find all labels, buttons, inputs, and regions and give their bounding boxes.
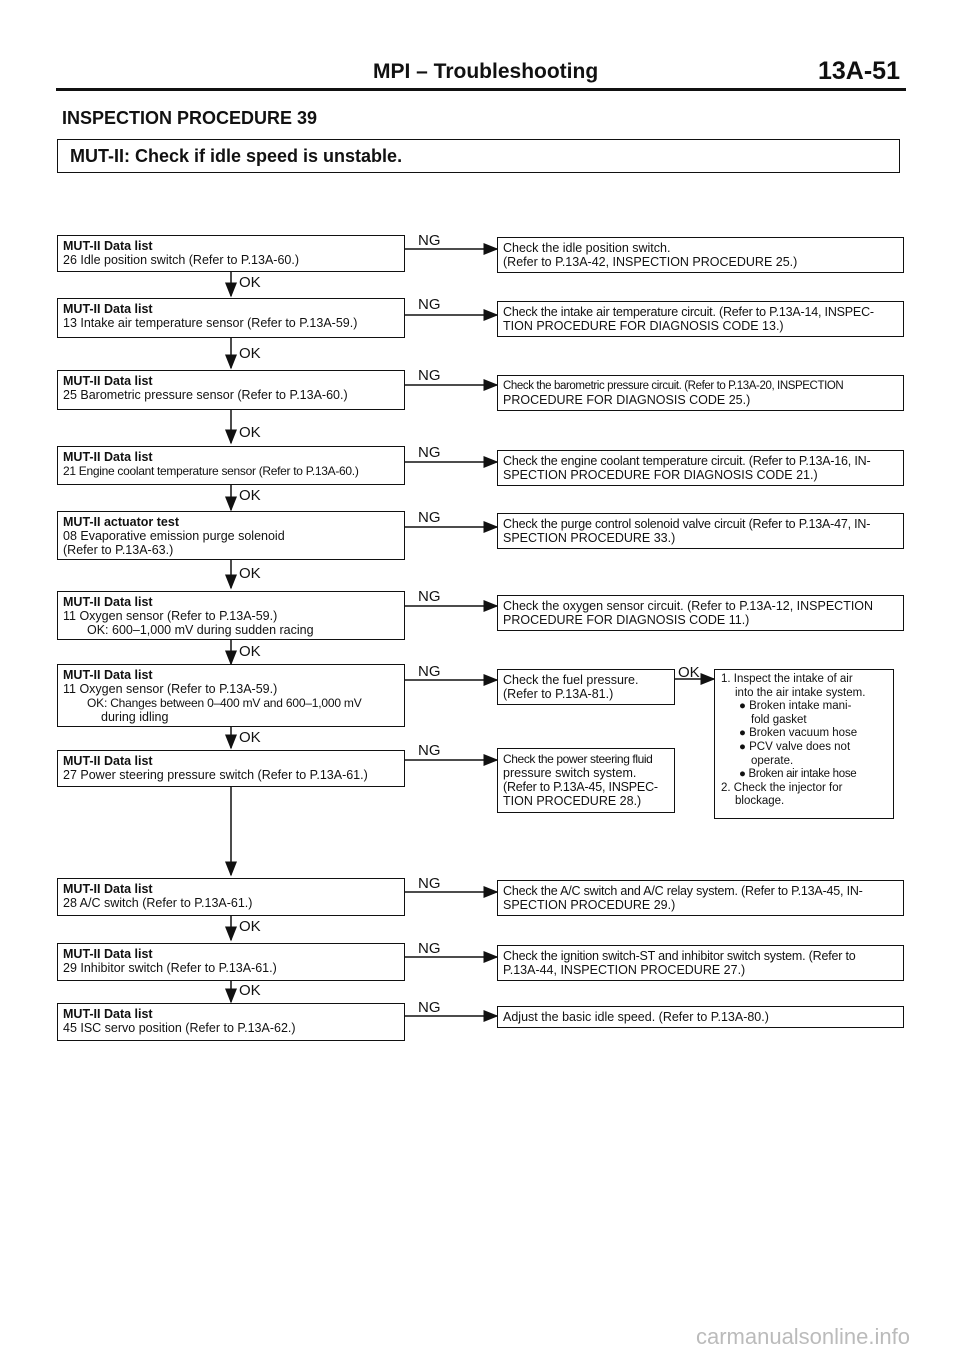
check-step-10: [57, 943, 405, 981]
action-line: 2. Check the injector for: [721, 781, 843, 794]
fuel-ok-action: [714, 669, 894, 819]
ok-label: OK: [239, 424, 261, 441]
step-line: 11 Oxygen sensor (Refer to P.13A-59.): [63, 609, 278, 623]
ng-action-4: [497, 450, 904, 486]
step-line: 13 Intake air temperature sensor (Refer to P.13A-59.): [63, 316, 358, 330]
step-line: 29 Inhibitor switch (Refer to P.13A-61.): [63, 961, 277, 975]
ok-label: OK: [239, 565, 261, 582]
step-line: 25 Barometric pressure sensor (Refer to P.13A-60.): [63, 388, 348, 402]
step-ok-criteria: OK: 600–1,000 mV during sudden racing: [87, 623, 314, 637]
action-line: SPECTION PROCEDURE FOR DIAGNOSIS CODE 21.): [503, 468, 818, 482]
action-line: Check the oxygen sensor circuit. (Refer to P.13A-12, INSPECTION: [503, 599, 874, 613]
ng-action-5: [497, 513, 904, 549]
watermark: carmanualsonline.info: [695, 1324, 910, 1349]
action-line: PROCEDURE FOR DIAGNOSIS CODE 11.): [503, 613, 750, 627]
action-line: Check the power steering fluid: [503, 752, 653, 766]
ng-action-6: [497, 595, 904, 631]
check-step-1: [57, 235, 405, 272]
check-step-2: [57, 298, 405, 338]
ok-label: OK: [239, 274, 261, 291]
ok-label: OK: [239, 643, 261, 660]
action-line: Check the idle position switch.: [503, 241, 671, 255]
section-title: MPI – Troubleshooting: [373, 60, 599, 83]
action-line: (Refer to P.13A-45, INSPEC-: [503, 780, 658, 794]
action-line: Check the engine coolant temperature circuit. (Refer to P.13A-16, IN-: [503, 454, 871, 468]
step-heading: MUT-II Data list: [63, 302, 153, 316]
step-line: 26 Idle position switch (Refer to P.13A-60.): [63, 253, 300, 267]
action-line: operate.: [751, 754, 794, 767]
ng-action-10: [497, 945, 904, 981]
action-line: Check the purge control solenoid valve circuit (Refer to P.13A-47, IN-: [503, 517, 871, 531]
ng-action-11: [497, 1006, 904, 1028]
action-line: ● Broken intake mani-: [739, 700, 852, 713]
ng-label: NG: [418, 296, 441, 313]
action-line: Check the A/C switch and A/C relay system. (Refer to P.13A-45, IN-: [503, 884, 863, 898]
action-line: Check the intake air temperature circuit. (Refer to P.13A-14, INSPEC-: [503, 305, 874, 319]
step-heading: MUT-II Data list: [63, 947, 153, 961]
step-line: (Refer to P.13A-63.): [63, 543, 174, 557]
step-heading: MUT-II Data list: [63, 450, 153, 464]
ng-label: NG: [418, 588, 441, 605]
ng-action-3: [497, 375, 904, 411]
step-line: 27 Power steering pressure switch (Refer to P.13A-61.): [63, 768, 368, 782]
check-step-6: [57, 591, 405, 640]
ok-label: OK: [239, 982, 261, 999]
check-step-8: [57, 750, 405, 787]
step-line: during idling: [101, 710, 169, 724]
action-line: (Refer to P.13A-42, INSPECTION PROCEDURE 25.): [503, 255, 798, 269]
page-number: 13A-51: [818, 57, 900, 85]
check-step-9: [57, 878, 405, 916]
action-line: 1. Inspect the intake of air: [721, 673, 853, 685]
action-line: Check the ignition switch-ST and inhibitor switch system. (Refer to: [503, 949, 856, 963]
step-heading: MUT-II Data list: [63, 595, 153, 609]
procedure-title: INSPECTION PROCEDURE 39: [62, 108, 318, 128]
ng-label: NG: [418, 444, 441, 461]
check-step-7: [57, 664, 405, 727]
step-line: 45 ISC servo position (Refer to P.13A-62.): [63, 1021, 296, 1035]
check-step-5: [57, 511, 405, 560]
ng-action-2: [497, 301, 904, 337]
step-line: 08 Evaporative emission purge solenoid: [63, 529, 285, 543]
action-line: blockage.: [735, 795, 785, 808]
step-heading: MUT-II Data list: [63, 1007, 153, 1021]
ng-action-8: [497, 748, 675, 813]
action-line: ● PCV valve does not: [739, 740, 851, 753]
ng-label: NG: [418, 232, 441, 249]
action-line: pressure switch system.: [503, 766, 637, 780]
ng-action-9: [497, 880, 904, 916]
ng-label: NG: [418, 742, 441, 759]
ng-label: NG: [418, 875, 441, 892]
action-line: fold gasket: [751, 713, 807, 726]
action-line: TION PROCEDURE 28.): [503, 794, 642, 808]
step-line: 11 Oxygen sensor (Refer to P.13A-59.): [63, 682, 278, 696]
action-line: P.13A-44, INSPECTION PROCEDURE 27.): [503, 963, 746, 977]
step-line: 28 A/C switch (Refer to P.13A-61.): [63, 896, 253, 910]
action-line: Adjust the basic idle speed. (Refer to P.13A-80.): [503, 1010, 769, 1024]
action-line: into the air intake system.: [735, 686, 866, 699]
step-heading: MUT-II Data list: [63, 754, 153, 768]
step-heading: MUT-II Data list: [63, 239, 153, 253]
ok-label: OK: [239, 345, 261, 362]
check-step-11: [57, 1003, 405, 1041]
step-line: 21 Engine coolant temperature sensor (Refer to P.13A-60.): [63, 464, 359, 478]
action-line: (Refer to P.13A-81.): [503, 687, 614, 701]
step-heading: MUT-II actuator test: [63, 515, 179, 529]
ok-label: OK: [239, 918, 261, 935]
ng-label: NG: [418, 367, 441, 384]
step-heading: MUT-II Data list: [63, 882, 153, 896]
action-line: Check the barometric pressure circuit. (Refer to P.13A-20, INSPECTION: [503, 380, 844, 392]
ok-label: OK: [239, 729, 261, 746]
ok-label: OK: [678, 664, 700, 681]
action-line: Check the fuel pressure.: [503, 673, 639, 687]
mut-check-text: MUT-II: Check if idle speed is unstable.: [70, 146, 403, 166]
check-step-4: [57, 446, 405, 485]
ng-label: NG: [418, 999, 441, 1016]
step-ok-criteria: OK: Changes between 0–400 mV and 600–1,000 mV: [87, 696, 362, 710]
action-line: SPECTION PROCEDURE 33.): [503, 531, 676, 545]
action-line: PROCEDURE FOR DIAGNOSIS CODE 25.): [503, 393, 751, 407]
action-line: SPECTION PROCEDURE 29.): [503, 898, 676, 912]
ng-action-7: [497, 669, 675, 705]
check-step-3: [57, 370, 405, 410]
action-line: ● Broken air intake hose: [739, 768, 857, 781]
step-heading: MUT-II Data list: [63, 668, 153, 682]
ok-label: OK: [239, 487, 261, 504]
ng-label: NG: [418, 663, 441, 680]
action-line: TION PROCEDURE FOR DIAGNOSIS CODE 13.): [503, 319, 784, 333]
ng-label: NG: [418, 509, 441, 526]
ng-label: NG: [418, 940, 441, 957]
ng-action-1: [497, 237, 904, 273]
step-heading: MUT-II Data list: [63, 374, 153, 388]
action-line: ● Broken vacuum hose: [739, 727, 858, 740]
